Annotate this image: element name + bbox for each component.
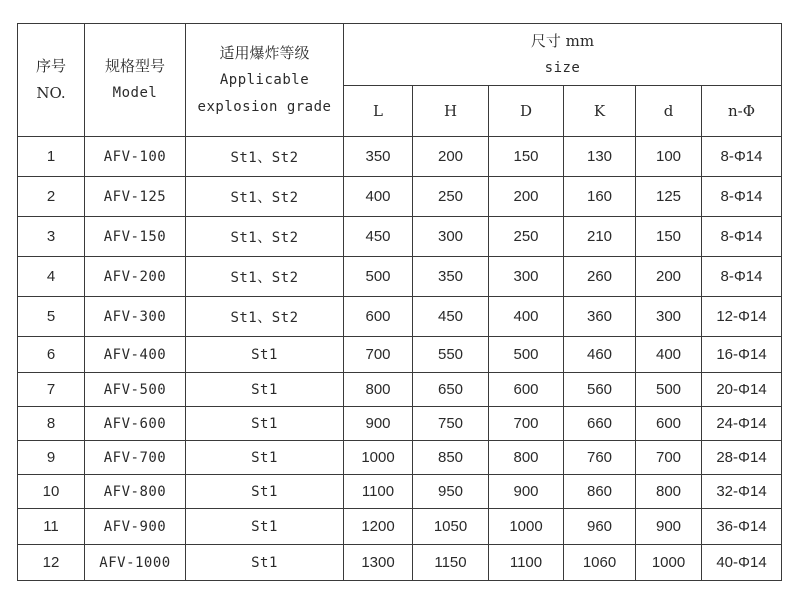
cell-no: 7 — [18, 373, 85, 407]
cell-h: 650 — [413, 373, 489, 407]
cell-h: 350 — [413, 257, 489, 297]
cell-h: 300 — [413, 217, 489, 257]
cell-k: 210 — [564, 217, 636, 257]
header-col-d: d — [636, 86, 702, 137]
table-row — [18, 407, 782, 441]
cell-k: 860 — [564, 475, 636, 509]
cell-l: 900 — [344, 407, 413, 441]
cell-grade: St1 — [186, 509, 344, 545]
cell-h: 750 — [413, 407, 489, 441]
cell-k: 1060 — [564, 545, 636, 581]
header-size-en: size — [544, 59, 581, 76]
cell-model: AFV-200 — [85, 257, 186, 297]
cell-model: AFV-600 — [85, 407, 186, 441]
cell-grade: St1 — [186, 407, 344, 441]
cell-h: 250 — [413, 177, 489, 217]
cell-model: AFV-1000 — [85, 545, 186, 581]
cell-no: 9 — [18, 441, 85, 475]
cell-n: 24-Φ14 — [702, 407, 782, 441]
cell-model: AFV-150 — [85, 217, 186, 257]
cell-grade: St1 — [186, 475, 344, 509]
cell-h: 1150 — [413, 545, 489, 581]
cell-d: 700 — [489, 407, 564, 441]
cell-k: 560 — [564, 373, 636, 407]
header-grade — [186, 24, 344, 137]
cell-no: 5 — [18, 297, 85, 337]
cell-model: AFV-300 — [85, 297, 186, 337]
cell-no: 10 — [18, 475, 85, 509]
cell-n: 8-Φ14 — [702, 177, 782, 217]
cell-d: 800 — [636, 475, 702, 509]
table-row — [18, 545, 782, 581]
header-size — [344, 24, 782, 86]
cell-l: 1000 — [344, 441, 413, 475]
table-row — [18, 177, 782, 217]
header-model — [85, 24, 186, 137]
cell-grade: St1、St2 — [186, 137, 344, 177]
cell-k: 460 — [564, 337, 636, 373]
cell-d: 1100 — [489, 545, 564, 581]
cell-k: 130 — [564, 137, 636, 177]
header-grade-en1: Applicable — [219, 71, 310, 88]
cell-grade: St1 — [186, 373, 344, 407]
spec-table-container — [17, 23, 782, 581]
cell-k: 760 — [564, 441, 636, 475]
cell-d: 900 — [489, 475, 564, 509]
cell-k: 360 — [564, 297, 636, 337]
header-grade-cn: 适用爆炸等级 — [219, 43, 310, 62]
cell-grade: St1、St2 — [186, 297, 344, 337]
cell-l: 800 — [344, 373, 413, 407]
table-row — [18, 509, 782, 545]
cell-d: 150 — [636, 217, 702, 257]
cell-l: 600 — [344, 297, 413, 337]
cell-d: 125 — [636, 177, 702, 217]
cell-h: 850 — [413, 441, 489, 475]
cell-k: 660 — [564, 407, 636, 441]
cell-d: 200 — [636, 257, 702, 297]
cell-n: 36-Φ14 — [702, 509, 782, 545]
cell-model: AFV-700 — [85, 441, 186, 475]
header-no-en: NO. — [36, 84, 66, 102]
cell-d: 300 — [636, 297, 702, 337]
cell-d: 600 — [489, 373, 564, 407]
cell-h: 1050 — [413, 509, 489, 545]
cell-d: 100 — [636, 137, 702, 177]
cell-n: 16-Φ14 — [702, 337, 782, 373]
cell-d: 500 — [489, 337, 564, 373]
cell-h: 450 — [413, 297, 489, 337]
header-col-K: K — [564, 86, 636, 137]
cell-model: AFV-500 — [85, 373, 186, 407]
cell-d: 400 — [489, 297, 564, 337]
header-model-en: Model — [112, 85, 158, 101]
cell-n: 32-Φ14 — [702, 475, 782, 509]
cell-l: 400 — [344, 177, 413, 217]
cell-l: 450 — [344, 217, 413, 257]
table-row — [18, 475, 782, 509]
cell-n: 8-Φ14 — [702, 217, 782, 257]
cell-l: 1300 — [344, 545, 413, 581]
table-row — [18, 257, 782, 297]
table-row — [18, 217, 782, 257]
cell-d: 250 — [489, 217, 564, 257]
header-model-cn: 规格型号 — [104, 57, 165, 75]
cell-h: 200 — [413, 137, 489, 177]
cell-l: 1100 — [344, 475, 413, 509]
cell-l: 1200 — [344, 509, 413, 545]
cell-d: 900 — [636, 509, 702, 545]
cell-grade: St1 — [186, 545, 344, 581]
cell-d: 1000 — [489, 509, 564, 545]
table-row — [18, 441, 782, 475]
cell-d: 600 — [636, 407, 702, 441]
header-no-cn: 序号 — [35, 57, 66, 75]
cell-grade: St1、St2 — [186, 217, 344, 257]
header-grade-en2: explosion grade — [197, 98, 332, 115]
cell-n: 12-Φ14 — [702, 297, 782, 337]
cell-n: 40-Φ14 — [702, 545, 782, 581]
cell-h: 550 — [413, 337, 489, 373]
cell-d: 1000 — [636, 545, 702, 581]
cell-no: 12 — [18, 545, 85, 581]
cell-k: 160 — [564, 177, 636, 217]
cell-grade: St1 — [186, 441, 344, 475]
cell-no: 1 — [18, 137, 85, 177]
cell-no: 8 — [18, 407, 85, 441]
cell-l: 500 — [344, 257, 413, 297]
cell-k: 960 — [564, 509, 636, 545]
cell-d: 150 — [489, 137, 564, 177]
cell-no: 6 — [18, 337, 85, 373]
cell-n: 8-Φ14 — [702, 137, 782, 177]
cell-h: 950 — [413, 475, 489, 509]
cell-model: AFV-800 — [85, 475, 186, 509]
table-row — [18, 137, 782, 177]
header-no — [18, 24, 85, 137]
header-col-n-phi: n-Φ — [702, 86, 782, 137]
cell-d: 500 — [636, 373, 702, 407]
header-col-D: D — [489, 86, 564, 137]
table-row — [18, 297, 782, 337]
cell-d: 300 — [489, 257, 564, 297]
cell-model: AFV-900 — [85, 509, 186, 545]
cell-grade: St1、St2 — [186, 257, 344, 297]
cell-no: 4 — [18, 257, 85, 297]
table-row — [18, 337, 782, 373]
cell-model: AFV-100 — [85, 137, 186, 177]
cell-n: 20-Φ14 — [702, 373, 782, 407]
header-col-L: L — [344, 86, 413, 137]
cell-l: 350 — [344, 137, 413, 177]
header-size-cn: 尺寸 mm — [530, 31, 595, 50]
cell-n: 8-Φ14 — [702, 257, 782, 297]
cell-l: 700 — [344, 337, 413, 373]
spec-table-body — [18, 137, 782, 581]
cell-model: AFV-400 — [85, 337, 186, 373]
cell-n: 28-Φ14 — [702, 441, 782, 475]
cell-no: 2 — [18, 177, 85, 217]
table-row — [18, 373, 782, 407]
cell-d: 200 — [489, 177, 564, 217]
cell-grade: St1 — [186, 337, 344, 373]
spec-table — [17, 23, 782, 581]
header-col-H: H — [413, 86, 489, 137]
cell-d: 400 — [636, 337, 702, 373]
cell-d: 700 — [636, 441, 702, 475]
cell-grade: St1、St2 — [186, 177, 344, 217]
cell-no: 11 — [18, 509, 85, 545]
cell-no: 3 — [18, 217, 85, 257]
cell-d: 800 — [489, 441, 564, 475]
cell-model: AFV-125 — [85, 177, 186, 217]
cell-k: 260 — [564, 257, 636, 297]
